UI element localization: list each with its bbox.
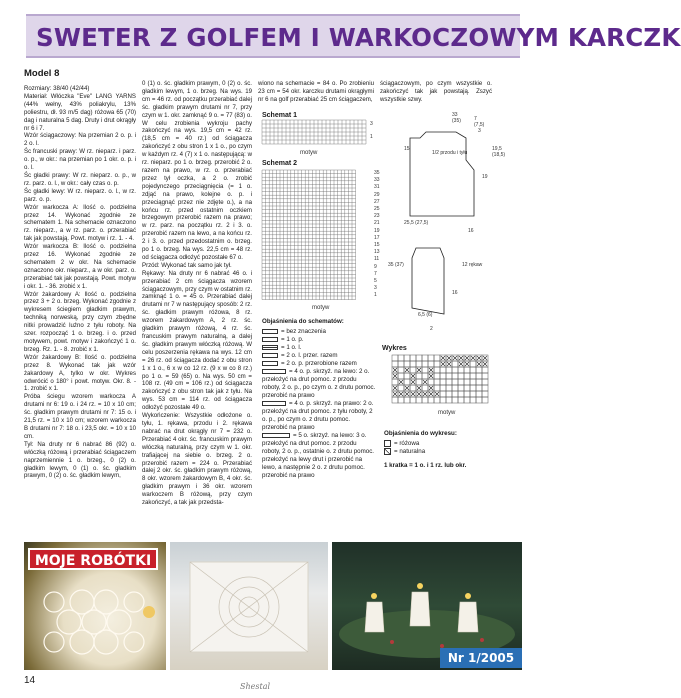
paragraph: Próba ściegu wzorem warkocza A drutami nr 6: 19 o. i 24 rz. = 10 x 10 cm; śc. gładkim prawym drutami nr 7: 15 o. i 21,5 rz. = 10 x 10 cm; wzorem warkocza B drutami nr 7: 18 o. i 23,5 okr. = 10 x 10 cm. <box>24 393 136 440</box>
paragraph: Wykończenie: Wszystkie odłożone o. tyłu, 1. rękawa, przodu i 2. rękawa nabrać na drut okrągły nr 7 = 232 o. Przerabiać 4 okr. śc. francuskim prawym włóczką naturalną, przy czym w 1. okr. trafiającej na siebie o. brzeg. 2 o. przerobić razem = 224 o. Przerabiać dalej 2 okr. śc. gładkim prawym różową, 8 okr. wzorem żakardowym B, 4 okr. śc. gładkim prawym i 36 okr. wzorem warkoczem B różową, przy czym zakończyć, a tak jak przedsta- <box>142 412 252 507</box>
measurement-label: 33 <box>452 112 458 118</box>
legend-item: = 1 o. p. <box>262 336 376 344</box>
wykres-legend-title: Objaśnienia do wykresu: <box>384 430 457 437</box>
schema-2-row-label: 3 <box>374 285 377 292</box>
schema-2-row-label: 27 <box>374 198 380 205</box>
tablecloth-pattern <box>170 542 328 670</box>
purl-two-together-icon <box>262 353 278 358</box>
schema-2-motif-label: motyw <box>312 305 330 311</box>
text-column-4 <box>380 80 492 104</box>
legend-item: = 2 o. l. przer. razem <box>262 352 376 360</box>
measurement-label: (18,5) <box>492 152 506 158</box>
paragraph: Rękawy: Na druty nr 6 nabrać 46 o. i przerabiać 2 cm ściągacza wzorem ściągaczowym, przy czym w ostatnim rz. zamknąć 1 o. = 45 o. Przerabiać dalej drutami nr 7 w następujący sposób: 2 rz. śc. gładkim prawym różowa, 8 rz. wzorem żakardowym A, 2 rz. śc. gładkim prawym różową, 4 rz. śc. francuskim prawym naturalną, a dalej śc. gładkim prawym włóczką różową. W celu poszerzenia rękawa na wys. 12 cm = 26 rz. od ściągacza dodać z obu stron 1 x 1 o., 6 x w co 12 rz. (9 x w co 8 rz.) po 1 o. = 59 (65) o. Na wys. 50 cm = 108 rz. (49 cm = 106 rz.) od ściągacza zakończyć z obu stron tak jak z tyłu. Na wys. 53 cm = 114 rz. od ściągacza odłożyć pozostałe 49 o. <box>142 269 252 412</box>
paragraph: ściągaczowym, po czym wszystkie o. zakończyć tak jak powstają. Zszyć wszystkie szwy. <box>380 80 492 103</box>
natural-x-square-icon <box>384 448 391 455</box>
legend-item: = naturalna <box>384 448 496 456</box>
wykres-note: 1 kratka = 1 o. i 1 rz. lub okr. <box>384 462 467 470</box>
pink-square-icon <box>384 440 391 447</box>
paragraph: Wzór ściągaczowy: Na przemian 2 o. p. i 2 o. l. <box>24 132 136 148</box>
paragraph: Wzór warkocza B: Ilość o. podzielna przez 16. Wykonać zgodnie ze schematem 2 w okr. Na schemacie oznaczono okr. nieparz., a w okr. parz. o. przerabiać tak jak powstają. Powt. motyw i okr. 1. - 36. zrobić x 1. <box>24 243 136 290</box>
schema-1-motif-label: motyw <box>300 150 318 156</box>
measurement-label: 1/2 przodu i tyłu <box>432 150 468 156</box>
model-heading: Model 8 <box>24 68 60 79</box>
cable-left-5-icon <box>262 433 290 438</box>
legend-item: = 2 o. p. przerobione razem <box>262 360 376 368</box>
wykres-motif-label: motyw <box>438 410 456 416</box>
schema-2-row-label: 35 <box>374 170 380 176</box>
measurement-label: 19 <box>482 174 488 180</box>
measurement-label: 19,5 <box>492 146 502 152</box>
legend-item: = 4 o. p. skrzyż. na prawo: 2 o. przełożyć na drut pomoc. z tyłu roboty, 2 o. p., po czym o. z drutu pomoc. przerobić na prawo <box>262 400 374 431</box>
moje-robotki-banner: MOJE ROBÓTKI <box>28 548 158 570</box>
paragraph: wiono na schemacie = 84 o. Po zrobieniu 23 cm = 54 okr. karczku drutami okrągłymi nr 6 na golf przerabiać 25 cm ściągaczem, <box>258 80 374 103</box>
wykres-label: Wykres <box>382 345 407 352</box>
schema-legend <box>262 318 376 480</box>
legend-item: = 4 o. p. skrzyż. na lewo: 2 o. przełożyć na drut pomoc. z przodu roboty, 2 o. p., po czym o. z drutu pomoc. przerobić na prawo <box>262 368 376 399</box>
footer-brand: Shestal <box>240 682 271 691</box>
paragraph: Śc gładki lewy: W rz. nieparz. o. l., w rz. parz. o. p. <box>24 187 136 203</box>
schema-2-row-label: 5 <box>374 278 377 284</box>
knit-two-together-icon <box>262 361 278 366</box>
blank-symbol-icon <box>262 329 278 334</box>
schema-1-row-label: 3 <box>370 121 373 127</box>
measurement-label: (7,5) <box>474 122 485 128</box>
schema-1-row-label: 1 <box>370 134 373 140</box>
paragraph: Wzór warkocza A: Ilość o. podzielna przez 14. Wykonać zgodnie ze schematem 1. Na schemacie oznaczono rz. nieparz., a w rz. parz. o. przerabiać tak jak powstają. Powt. motyw i rz. 1. - 4. <box>24 203 136 243</box>
schema-2-row-label: 23 <box>374 213 380 220</box>
paragraph: Materiał: Włóczka "Eve" LANG YARNS (44% wełny, 43% poliakrylu, 13% poliestru, dł. 93 m/5 dag) różowa 65 (70) dag i naturalna 5 dag. Druty i drut okrągły nr 6 i 7. <box>24 92 136 132</box>
paragraph: Wzór żakardowy B: Ilość o. podzielna przez 8. Wykonać tak jak wzór żakardowy A, tylko w okr. Wykres odwrócić o 180° i powt. motyw. Okr. 8. - 1. zrobić x 1. <box>24 353 136 393</box>
measurement-label: 16 <box>468 228 474 234</box>
paragraph: Tył: Na druty nr 6 nabrać 86 (92) o. włóczką różową i przerabiać ściągaczem naprzemiennie 1 o. brzeg., 0 (2) o. gładkim lewym, 0 (1) o. śc. gładkim prawym, 0 (2) o. śc. gładkim lewym, <box>24 440 136 480</box>
schema-2-row-label: 21 <box>374 220 380 227</box>
title-band <box>26 14 681 58</box>
measurement-label: 2 <box>430 326 433 332</box>
knit-symbol-icon <box>262 337 278 342</box>
page-title: SWETER Z GOLFEM I WARKOCZOWYM KARCZK <box>36 23 681 52</box>
text-column-2 <box>142 80 252 507</box>
purl-symbol-icon <box>262 345 278 350</box>
paragraph: Śc gładki prawy: W rz. nieparz. o. p., w rz. parz. o. l., w okr.: cały czas o. p. <box>24 171 136 187</box>
wykres-legend <box>384 430 496 470</box>
schema-1-grid <box>262 120 368 148</box>
schema-2-row-label: 17 <box>374 234 380 241</box>
schema-2-row-label: 15 <box>374 242 380 248</box>
legend-item: = różowa <box>384 440 496 448</box>
paragraph: Rozmiary: 38/40 (42/44) <box>24 85 90 92</box>
measurement-label: 35 (37) <box>388 262 404 268</box>
measurement-label: 15 <box>404 146 410 152</box>
text-column-3 <box>258 80 374 110</box>
paragraph: Śc francuski prawy: W rz. nieparz. i parz. o. p., w okr.: na przemian po 1 okr. o. p. i o. l. <box>24 148 136 172</box>
schema-2-row-label: 1 <box>374 292 377 299</box>
paragraph: 0 (1) o. śc. gładkim prawym, 0 (2) o. śc. gładkim lewym, 1 o. brzeg. Na wys. 19 cm = 46 rz. od początku przerabiać dalej śc. gładkim prawym drutami nr 7, przy czym w 1. okr. zamknąć 9 o. = 77 (83) o. W celu zrobienia wykroju pachy zakończyć na wys. 19,5 cm = 42 rz. (18,5 cm = 40 rz.) od ściągacza zakończyć z obu stron 1 x 1 o., po czym w każdym rz. 4 (7) x 1 o. następującą: w rz. nieparz. po 1 o. brzeg. przerobić 2 o. razem na prawo, w rz. o. przerabiać przez tył oczka, a 2 o. zrobić pojedynczego przeciągnięcia (= 1 o. zdjąć na prawo, kolejne o. p. i przeciągnąć przez nie zdjęte o.), a na końcu rz. przed ostatnim oczkiem brzegowym przerobić razem na prawo; w rz. parz. na początku rz. 2 i 3. o. przerobić razem na lewo, a na końcu rz. 2 i 3. o. przed przedostatnim o. brzeg. po 1 o. brzeg. Na wys. 22,5 cm = 48 rz. od ściągacza odłożyć pozostałe 67 o. <box>142 80 252 261</box>
schema-2-row-label: 13 <box>374 249 380 256</box>
schema-2-row-label: 33 <box>374 177 380 184</box>
cable-left-4-icon <box>262 369 286 374</box>
schema-2-label: Schemat 2 <box>262 160 298 167</box>
garment-pattern-diagram <box>382 108 502 328</box>
issue-badge: Nr 1/2005 <box>440 648 522 668</box>
schema-2-row-label: 7 <box>374 270 377 277</box>
measurement-label: 25,5 (27,5) <box>404 220 429 226</box>
measurement-label: (35) <box>452 118 461 124</box>
paragraph: Wzór żakardowy A: Ilość o. podzielna przez 3 + 2 o. brzeg. Wykonać zgodnie z wykresem ściegiem gładkim prawym, techniką norweską, przy czym zbędne nitki prowadzić luźno z tyłu roboty. Na szer. rozpocząć 1 o. brzeg. i o. przed motywem, powt. motyw i zakończyć 1 o. brzeg. Rz. 1. - 8. zrobić x 1. <box>24 290 136 353</box>
schema-2-grid <box>262 170 372 302</box>
schema-2-row-label: 19 <box>374 227 380 234</box>
schema-1-label: Schemat 1 <box>262 112 298 119</box>
tablecloth-photo <box>170 542 328 670</box>
schema-2-row-label: 11 <box>374 256 380 263</box>
schema-2-row-label: 25 <box>374 206 380 212</box>
text-column-1 <box>24 68 136 480</box>
schema-2-row-label: 9 <box>374 263 377 270</box>
measurement-label: 6,5 (6) <box>418 312 433 318</box>
cable-right-4-icon <box>262 401 286 406</box>
legend-item: = 5 o. skrzyż. na lewo: 3 o. przełożyć na drut pomoc. z przodu roboty, 2 o. p., ostatnie o. z drutu pomoc. przełożyć na lewy drut i przerobić na lewo, a następnie 2 o. z drutu pomoc. przerobić na prawo <box>262 432 375 479</box>
measurement-label: 16 <box>452 290 458 296</box>
measurement-label: 7 <box>474 116 477 122</box>
wykres-grid <box>392 355 502 407</box>
legend-item: = bez znaczenia <box>262 328 376 336</box>
schema-legend-title: Objaśnienia do schematów: <box>262 318 344 325</box>
paragraph: Przód: Wykonać tak samo jak tył. <box>142 261 232 269</box>
measurement-label: 3 <box>478 128 481 134</box>
page-number: 14 <box>24 675 36 686</box>
measurement-label: 12 rękaw <box>462 262 483 268</box>
legend-item: = 1 o. l. <box>262 344 376 352</box>
schema-2-row-label: 29 <box>374 191 380 198</box>
schema-2-row-label: 31 <box>374 184 380 191</box>
